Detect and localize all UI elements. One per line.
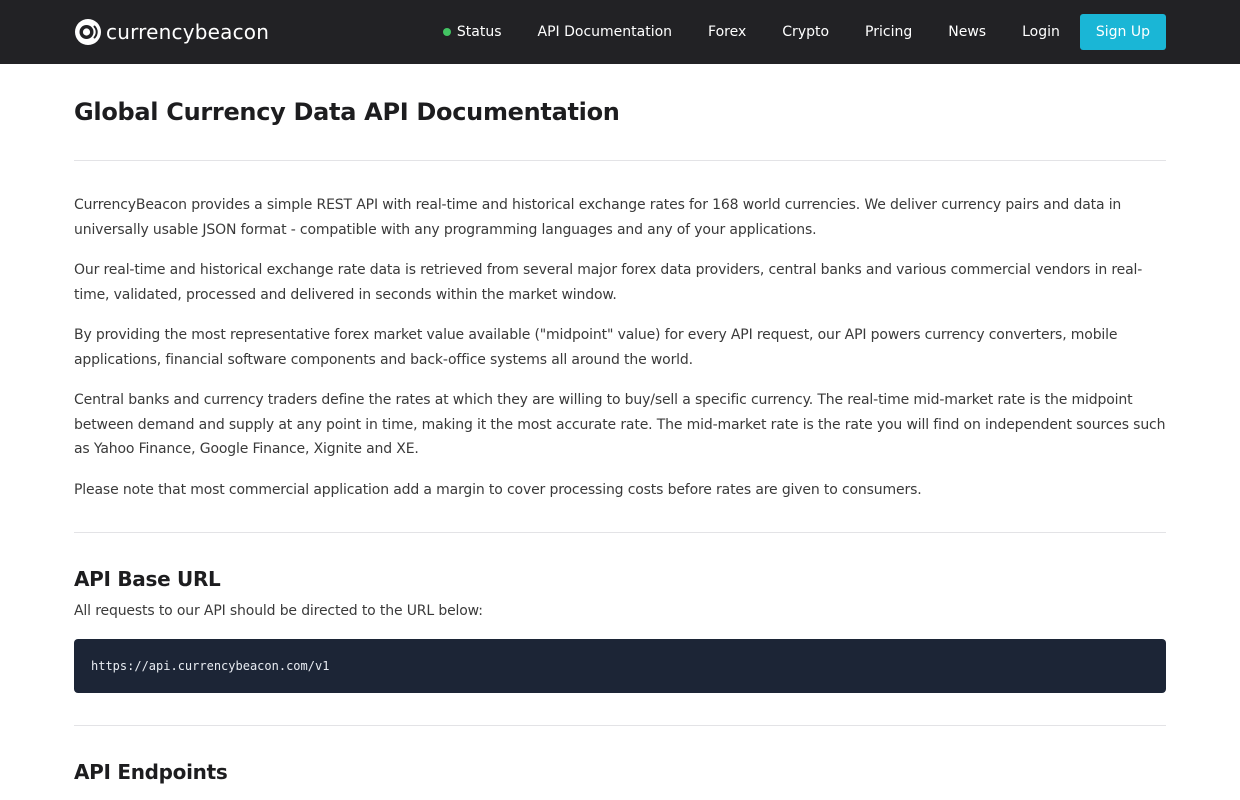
intro-paragraph: Please note that most commercial application add a margin to cover processing costs before rates are given to consumers.: [74, 481, 922, 498]
brand-name: currencybeacon: [106, 20, 270, 44]
nav-forex-link[interactable]: Forex: [708, 24, 747, 40]
documentation-content: [74, 64, 1166, 786]
intro-paragraph: CurrencyBeacon provides a simple REST API with real-time and historical exchange rates for 168 world currencies. We deliver currency pairs and data in universally usable JSON format - compatible with any programming languages and any of your applications.: [74, 197, 1122, 238]
status-dot-icon: [443, 28, 451, 36]
section-divider: [74, 725, 1166, 726]
sign-up-button[interactable]: Sign Up: [1080, 14, 1166, 50]
api-base-url-heading: API Base URL: [74, 567, 221, 591]
intro-paragraph: Our real-time and historical exchange rate data is retrieved from several major forex data providers, central banks and various commercial vendors in real-time, validated, processed and delivered in seconds within the market window.: [74, 262, 1143, 303]
nav-api-documentation-link[interactable]: API Documentation: [537, 24, 673, 40]
brand-logo-link[interactable]: [74, 18, 269, 46]
page-title: Global Currency Data API Documentation: [74, 98, 620, 126]
nav-status-link[interactable]: [443, 24, 502, 40]
top-navigation-bar: [0, 0, 1240, 64]
nav-news-link[interactable]: News: [948, 24, 987, 40]
intro-section: [74, 193, 1166, 502]
main-nav: [443, 14, 1166, 50]
beacon-logo-icon: [74, 18, 102, 46]
section-divider: [74, 532, 1166, 533]
nav-login-link[interactable]: Login: [1022, 24, 1060, 40]
nav-crypto-link[interactable]: Crypto: [782, 24, 830, 40]
nav-pricing-link[interactable]: Pricing: [865, 24, 913, 40]
api-endpoints-heading: API Endpoints: [74, 760, 228, 784]
section-divider: [74, 160, 1166, 161]
api-base-url-section: [74, 565, 1166, 693]
intro-paragraph: Central banks and currency traders define the rates at which they are willing to buy/sell a specific currency. The real-time mid-market rate is the midpoint between demand and supply at any point in time, making it the most accurate rate. The mid-market rate is the rate you will find on independent sources such as Yahoo Finance, Google Finance, Xignite and XE.: [74, 392, 1166, 457]
api-endpoints-section: [74, 758, 1166, 786]
nav-status-label: Status: [456, 24, 502, 40]
base-url-code: https://api.currencybeacon.com/v1: [91, 659, 330, 673]
intro-paragraph: By providing the most representative forex market value available ("midpoint" value) for every API request, our API powers currency converters, mobile applications, financial software components and back-office systems all around the world.: [74, 327, 1118, 368]
base-url-code-block[interactable]: [74, 639, 1166, 693]
api-base-url-description: All requests to our API should be directed to the URL below:: [74, 603, 483, 619]
